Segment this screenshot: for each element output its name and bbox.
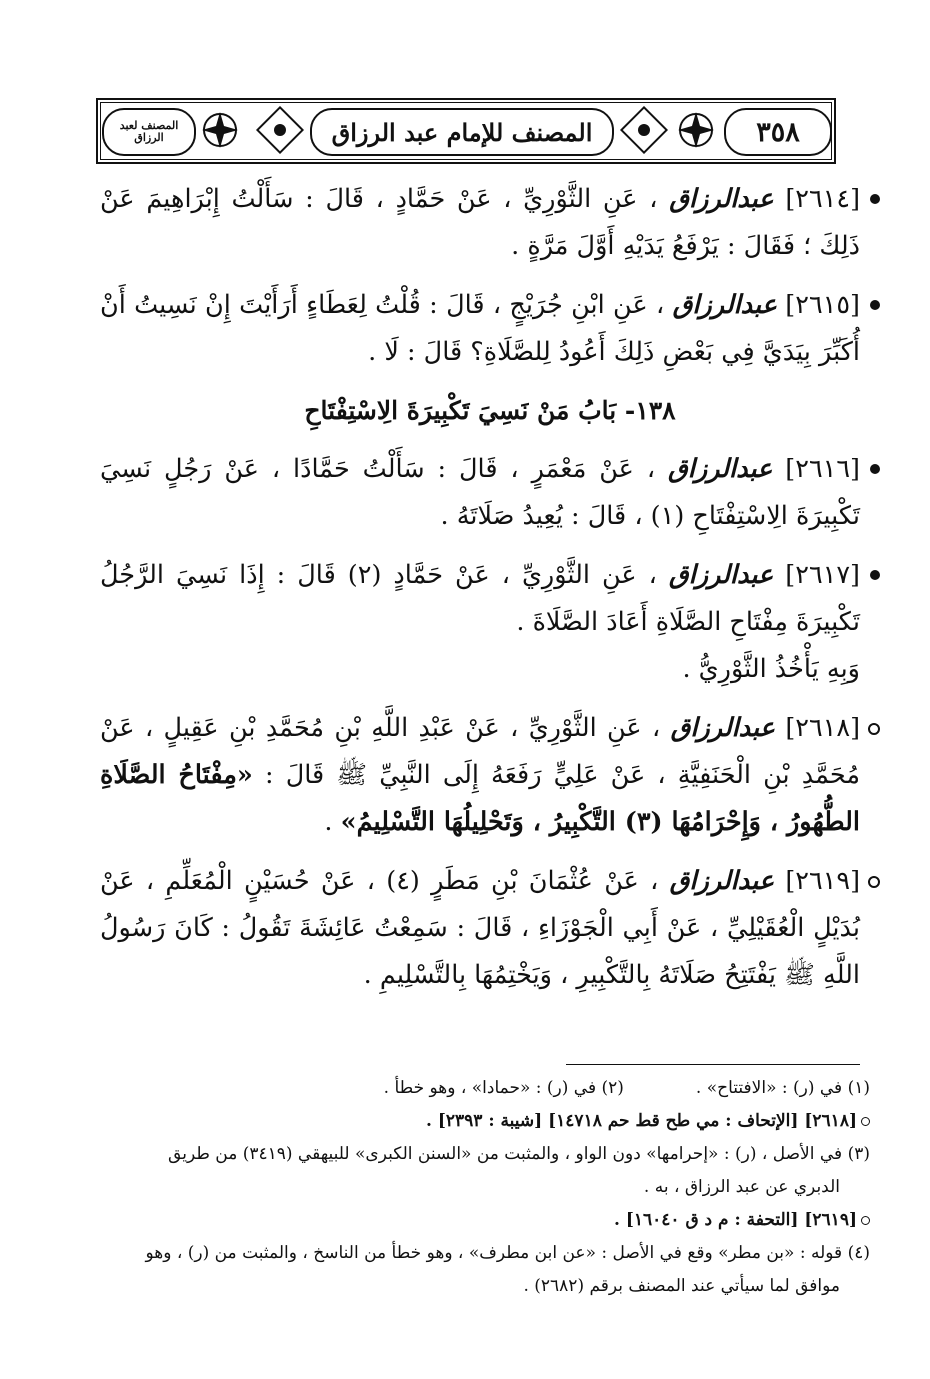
ornament-icon [672, 106, 720, 154]
ornament-icon [196, 106, 244, 154]
hadith-entry [100, 176, 880, 270]
main-text [100, 176, 880, 1011]
hadith-entry [100, 282, 880, 376]
hollow-bullet-icon [868, 876, 880, 888]
hadith-entry [100, 552, 880, 646]
narrator-name: عبدالرزاق [672, 290, 777, 320]
running-title [310, 108, 614, 156]
filled-bullet-icon [870, 194, 880, 204]
entry-number: [٢٦١٦] [785, 454, 860, 484]
filled-bullet-icon [870, 570, 880, 580]
filled-bullet-icon [870, 300, 880, 310]
source-reference [100, 1107, 870, 1136]
filled-bullet-icon [870, 464, 880, 474]
entry-number: [٢٦١٤] [785, 184, 861, 214]
commentary-line: وَبِهِ يَأْخُذُ الثَّوْرِيُّ . [682, 654, 860, 684]
hadith-entry [100, 705, 880, 846]
narrator-name: عبدالرزاق [667, 454, 773, 484]
footnote-continuation: الدبري عن عبد الرزاق ، به . [643, 1177, 840, 1197]
entry-text-end: . [324, 807, 333, 837]
page-number-box [724, 108, 832, 156]
hollow-bullet-icon [861, 1117, 870, 1126]
footnote-row [100, 1074, 870, 1107]
entry-number: [٢٦١٨] [785, 713, 861, 743]
chapter-heading: ١٣٨- بَابُ مَنْ نَسِيَ تَكْبِيرَةَ الِاسْتِفْتَاحِ [304, 396, 676, 425]
entry-text: ، عَنْ مَعْمَرٍ ، قَالَ : سَأَلْتُ حَمَّادًا ، عَنْ رَجُلٍ نَسِيَ تَكْبِيرَةَ الِاسْتِفْتَاحِ (١) ، قَالَ : يُعِيدُ صَلَاتَهُ . [100, 454, 860, 531]
footnote: (١) في (ر) : «الافتتاح» . [695, 1078, 870, 1098]
footnote: (٣) في الأصل ، (ر) : «إحرامها» دون الواو ، والمثبت من «السنن الكبرى» للبيهقي (٣٤١٩) من طريق [168, 1144, 870, 1164]
ornament-icon [256, 106, 304, 154]
footnote-continuation: موافق لما سيأتي عند المصنف برقم (٢٦٨٢) . [523, 1276, 840, 1296]
entry-text: ، عَنِ الثَّوْرِيِّ ، عَنْ حَمَّادٍ ، قَالَ : سَأَلْتُ إِبْرَاهِيمَ عَنْ ذَلِكَ ؛ فَقَالَ : يَرْفَعُ يَدَيْهِ أَوَّلَ مَرَّةٍ . [100, 184, 860, 261]
entry-text: ، عَنْ عُثْمَانَ بْنِ مَطَرٍ (٤) ، عَنْ حُسَيْنٍ الْمُعَلِّمِ ، عَنْ بُدَيْلٍ الْعُقَيْلِيِّ ، عَنْ أَبِي الْجَوْزَاءِ ، قَالَ : سَمِعْتُ عَائِشَةَ تَقُولُ : كَانَ رَسُولُ اللَّهِ ﷺ يَفْتَتِحُ صَلَاتَهُ بِالتَّكْبِيرِ ، وَيَخْتِمُهَا بِالتَّسْلِيمِ . [100, 866, 860, 990]
source-text: [٢٦١٨] [الإتحاف : مي طح قط حم ١٤٧١٨] [شيبة : ٢٣٩٣] . [426, 1111, 857, 1131]
source-text: [٢٦١٩] [التحفة : م د ق ١٦٠٤٠] . [613, 1210, 857, 1230]
entry-number: [٢٦١٧] [785, 560, 860, 590]
hollow-bullet-icon [868, 723, 880, 735]
book-title: المصنف للإمام عبد الرزاق [331, 117, 593, 147]
book-badge [102, 108, 196, 156]
source-reference [100, 1206, 870, 1235]
page-number: ٣٥٨ [756, 116, 800, 148]
footnote: (٢) في (ر) : «حمادا» ، وهو خطأ . [383, 1078, 624, 1098]
entry-number: [٢٦١٥] [785, 290, 860, 320]
hadith-entry [100, 858, 880, 999]
entry-number: [٢٦١٩] [785, 866, 861, 896]
footnote: (٤) قوله : «بن مطر» وقع في الأصل : «عن ابن مطرف» ، وهو خطأ من الناسخ ، والمثبت من (ر) ، وهو [145, 1243, 870, 1263]
narrator-name: عبدالرزاق [669, 866, 775, 896]
entry-text: ، عَنِ ابْنِ جُرَيْجٍ ، قَالَ : قُلْتُ لِعَطَاءٍ أَرَأَيْتَ إِنْ نَسِيتُ أَنْ أُكَبِّرَ بِيَدَيَّ فِي بَعْضِ ذَلِكَ أَعُودُ لِلصَّلَاةِ؟ قَالَ : لَا . [100, 290, 860, 367]
entry-text: ، عَنِ الثَّوْرِيِّ ، عَنْ حَمَّادٍ (٢) قَالَ : إِذَا نَسِيَ الرَّجُلُ تَكْبِيرَةَ مِفْتَاحِ الصَّلَاةِ أَعَادَ الصَّلَاةَ . [100, 560, 860, 637]
hollow-bullet-icon [861, 1216, 870, 1225]
footnotes [100, 1074, 870, 1305]
hadith-entry [100, 446, 880, 540]
narrator-name: عبدالرزاق [670, 713, 775, 743]
prophetic-quote: «مِفْتَاحُ الصَّلَاةِ الطُّهُورُ ، وَإِحْرَامُهَا (٣) التَّكْبِيرُ ، وَتَحْلِيلُهَا التَّسْلِيمُ» [100, 760, 860, 837]
ornament-icon [620, 106, 668, 154]
page-header [96, 98, 836, 164]
narrator-name: عبدالرزاق [669, 184, 774, 214]
narrator-name: عبدالرزاق [668, 560, 774, 590]
book-badge-text: المصنف لعبد الرزاق [119, 119, 179, 144]
entry-text: ، عَنِ الثَّوْرِيِّ ، عَنْ عَبْدِ اللَّهِ بْنِ مُحَمَّدِ بْنِ عَقِيلٍ ، عَنْ مُحَمَّدِ بْنِ الْحَنَفِيَّةِ ، عَنْ عَلِيٍّ رَفَعَهُ إِلَى النَّبِيِّ ﷺ قَالَ : [100, 713, 861, 790]
footnote-separator [566, 1064, 860, 1065]
